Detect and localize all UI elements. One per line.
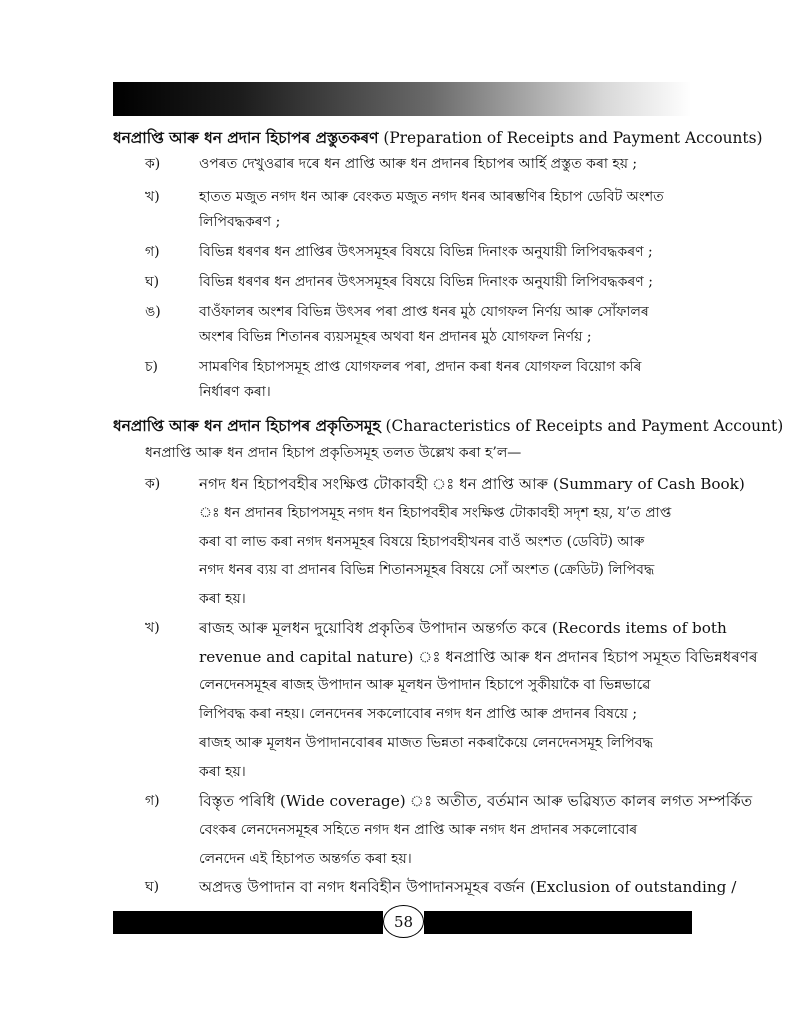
list-item-text: বিভিন্ন ধৰণৰ ধন প্ৰাপ্তিৰ উৎসসমূহৰ বিষয়ে বিভিন্ন দিনাংক অনুযায়ী লিপিবদ্ধকৰণ ; [199, 244, 653, 260]
section-heading-characteristics [113, 415, 783, 437]
list-item-text: অপ্ৰদত্ত উপাদান বা নগদ ধনবিহীন উপাদানসমূহৰ বৰ্জন (Exclusion of outstanding / [199, 878, 737, 896]
list-item-label: ঘ) [145, 274, 160, 290]
list-item-label: খ) [145, 620, 160, 636]
page-number: 58 [383, 905, 424, 938]
list-item-text: বাওঁফালৰ অংশৰ বিভিন্ন উৎসৰ পৰা প্ৰাপ্ত ধনৰ মুঠ যোগফল নিৰ্ণয় আৰু সোঁফালৰ [199, 304, 649, 320]
heading-bengali: ধনপ্ৰাপ্তি আৰু ধন প্ৰদান হিচাপৰ প্ৰকৃতিসমূহ [113, 417, 381, 435]
list-item-text: কৰা হয়। [199, 591, 246, 608]
footer-bar-right [424, 911, 692, 934]
list-item-label: গ) [145, 793, 160, 809]
header-gradient-bar [113, 82, 691, 116]
list-item-text: সামৰণিৰ হিচাপসমূহ প্ৰাপ্ত যোগফলৰ পৰা, প্ৰদান কৰা ধনৰ যোগফল বিয়োগ কৰি [199, 359, 642, 375]
list-item-text: নগদ ধনৰ ব্যয় বা প্ৰদানৰ বিভিন্ন শিতানসমূহৰ বিষয়ে সোঁ অংশত (ক্ৰেডিট) লিপিবদ্ধ [199, 562, 655, 579]
section-intro: ধনপ্ৰাপ্তি আৰু ধন প্ৰদান হিচাপ প্ৰকৃতিসমূহ তলত উল্লেখ কৰা হ’ল— [145, 445, 522, 461]
heading-english: (Preparation of Receipts and Payment Accounts) [383, 129, 763, 147]
list-item-text: ৰাজহ আৰু মূলধন উপাদানবোৰৰ মাজত ভিন্নতা নকৰাকৈয়ে লেনদেনসমূহ লিপিবদ্ধ [199, 734, 653, 751]
list-item-text: ৰাজহ আৰু মূলধন দুয়োবিধ প্ৰকৃতিৰ উপাদান অন্তৰ্গত কৰে (Records items of both [199, 619, 727, 637]
list-item-text: কৰা বা লাভ কৰা নগদ ধনসমূহৰ বিষয়ে হিচাপবহীখনৰ বাওঁ অংশত (ডেবিট) আৰু [199, 533, 645, 550]
list-item-text: ওপৰত দেখুওৱাৰ দৰে ধন প্ৰাপ্তি আৰু ধন প্ৰদানৰ হিচাপৰ আৰ্হি প্ৰস্তুত কৰা হয় ; [199, 156, 638, 172]
list-item-text: নিৰ্ধাৰণ কৰা। [199, 383, 271, 400]
list-item-text: ঃ ধন প্ৰদানৰ হিচাপসমূহ নগদ ধন হিচাপবহীৰ সংক্ষিপ্ত টোকাবহী সদৃশ হয়, য’ত প্ৰাপ্ত [199, 504, 672, 521]
list-item-label: ক) [145, 156, 161, 172]
section-heading-preparation [113, 127, 763, 149]
list-item-text: কৰা হয়। [199, 763, 246, 780]
list-item-text: বেংকৰ লেনদেনসমূহৰ সহিতে নগদ ধন প্ৰাপ্তি আৰু নগদ ধন প্ৰদানৰ সকলোবোৰ [199, 822, 638, 838]
list-item-text: বিস্তৃত পৰিধি (Wide coverage) ঃ অতীত, বৰ্তমান আৰু ভৱিষ্যত কালৰ লগত সম্পৰ্কিত [199, 792, 753, 810]
list-item-label: গ) [145, 244, 160, 260]
list-item-text: লিপিবদ্ধ কৰা নহয়। লেনদেনৰ সকলোবোৰ নগদ ধন প্ৰাপ্তি আৰু প্ৰদানৰ বিষয়ে ; [199, 706, 638, 723]
heading-english: (Characteristics of Receipts and Payment Account) [385, 417, 784, 435]
list-item-label: ঙ) [145, 304, 161, 320]
footer-bar-left [113, 911, 383, 934]
list-item-text: revenue and capital nature) ঃ ধনপ্ৰাপ্তি আৰু ধন প্ৰদানৰ হিচাপ সমূহত বিভিন্নধৰণৰ [199, 647, 758, 666]
heading-bengali: ধনপ্ৰাপ্তি আৰু ধন প্ৰদান হিচাপৰ প্ৰস্তুতকৰণ [113, 129, 379, 147]
list-item-label: ক) [145, 476, 161, 492]
list-item-text: লেনদেন এই হিচাপত অন্তৰ্গত কৰা হয়। [199, 851, 412, 867]
list-item-label: চ) [145, 359, 159, 375]
list-item-text: নগদ ধন হিচাপবহীৰ সংক্ষিপ্ত টোকাবহী ঃ ধন প্ৰাপ্তি আৰু (Summary of Cash Book) [199, 475, 745, 493]
list-item-text: হাতত মজুত নগদ ধন আৰু বেংকত মজুত নগদ ধনৰ আৰম্ভণিৰ হিচাপ ডেবিট অংশত [199, 189, 664, 205]
list-item-text: লেনদেনসমূহৰ ৰাজহ উপাদান আৰু মূলধন উপাদান হিচাপে সুকীয়াকৈ বা ভিন্নভাৱে [199, 677, 651, 694]
list-item-label: খ) [145, 189, 160, 205]
list-item-label: ঘ) [145, 879, 160, 895]
list-item-text: লিপিবদ্ধকৰণ ; [199, 213, 281, 230]
list-item-text: বিভিন্ন ধৰণৰ ধন প্ৰদানৰ উৎসসমূহৰ বিষয়ে বিভিন্ন দিনাংক অনুযায়ী লিপিবদ্ধকৰণ ; [199, 274, 653, 290]
list-item-text: অংশৰ বিভিন্ন শিতানৰ ব্যয়সমূহৰ অথবা ধন প্ৰদানৰ মুঠ যোগফল নিৰ্ণয় ; [199, 328, 592, 345]
